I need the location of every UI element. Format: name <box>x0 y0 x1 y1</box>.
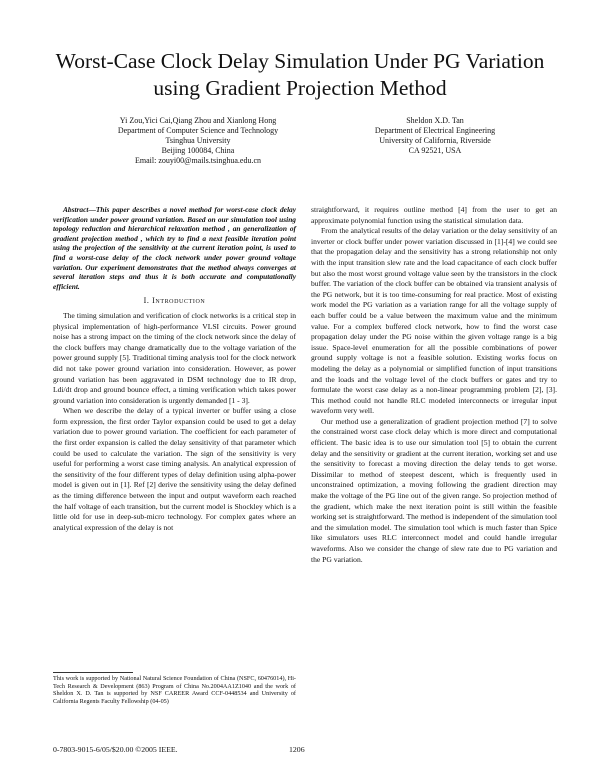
paper-title: Worst-Case Clock Delay Simulation Under PG Variation using Gradient Projection Method <box>55 49 545 100</box>
paragraph: Our method use a generalization of gradient projection method [7] to solve the constrained worst case clock delay which is more direct and computational efficient. The basic idea is to use our simulation tool [5] to obtain the current delay and the sensitivity or gradient at the current iteration, working set and use the sensitivity to forecast a moving direction the delay tends to get worse. Dissimilar to method of steepest descent, which is frequently used in unconstrained optimization, a moving following the gradient direction may make the voltage of the PG line out of the given range. So projection method of the gradient, which make the next iteration point is still within the feasible working set is straightforward. The method is independent of the simulation tool and the simulation model. The simulation tool which is much faster than Spice like simulators uses RLC interconnect model and could handle irregular waveforms. Also we consider the change of slew rate due to PG variation and the PG variation. <box>311 416 557 564</box>
abstract-text: —This paper describes a novel method for worst-case clock delay verification under power ground variation. Based on our simulation tool using topology reduction and hierarchical relaxation method , an generalization of gradient projection method , which try to find a next feasible iteration point using the projection of the sensitivity at the current iteration point, is used to find a worst-case delay of the clock network under power ground voltage variation. Our experiment demonstrates that the method always converges at several iteration steps and thus it is both accurate and computationally efficient. <box>53 205 296 291</box>
footnote: This work is supported by National Natural Science Foundation of China (NSFC, 60476014), Hi-Tech Research & Development (863) Program of China No.2004AA1Z1040 and the work of Sheldon X. D. Tan is supported by NSF CAREER Award CCF-0448534 and University of California Regents Faculty Fellowship (04-05) <box>53 675 296 705</box>
author-university: Tsinghua University <box>165 136 231 145</box>
page-number: 1206 <box>289 745 305 754</box>
abstract <box>53 205 296 291</box>
author-department: Department of Electrical Engineering <box>374 126 496 135</box>
author-block-right <box>350 116 520 156</box>
author-university: University of California, Riverside <box>379 136 491 145</box>
abstract-label: Abstract <box>63 205 89 214</box>
author-names: Sheldon X.D. Tan <box>406 116 464 125</box>
paragraph: straightforward, it requires outline method [4] from the user to get an approximate polynomial function using the statistical simulation data. <box>311 205 557 225</box>
paragraph: The timing simulation and verification of clock networks is a critical step in physical implementation of high-performance VLSI circuits. Power ground noise has a strong impact on the timing of the clock network since the delay of the clock buffers may change dramatically due to the voltage variation of the power ground supply [5]. Traditional timing analysis tool for the clock network did not take power ground variation into consideration. However, as power ground variation has been aggravated in DSM technology due to IR drop, Ldi/dt drop and ground bounce effect, a timing verification which takes power ground variation into consideration is urgently demanded [1 - 3]. <box>53 310 296 405</box>
right-column <box>311 205 557 565</box>
copyright-line: 0-7803-9015-6/05/$20.00 ©2005 IEEE. <box>53 745 178 754</box>
paragraph: When we describe the delay of a typical inverter or buffer using a close form expression, the first order Taylor expansion could be used to get a delay variation due to power ground variation. The coefficient for each parameter of the first order expansion is called the delay sensitivity of that parameter which could be used to calculate the variation. The sign of the sensitivity is very useful for performing a worst case timing analysis. An analytical expression of the sensitivity of the four different types of delay definition using alpha-power model is given out in [1]. Ref [2] derive the sensitivity using the delay defined as the timing difference between the input and output waveform each reached the half voltage of each transition, but the current model is Shockley which is a little old for use in deep-sub-micro technology. For complex gates where an analytical expression of the delay is not <box>53 406 296 532</box>
paragraph: From the analytical results of the delay variation or the delay sensitivity of an inverter or clock buffer under power variation discussed in [1]-[4] we could see that the propagation delay and the sensitivity has a strong relationship not only with the input transition slew rate and the load capacitance of each clock buffer but also the most worst ground voltage value seen by the transistors in the clock buffer. The variation of the clock buffer can be obtained via transient analysis of the PG network, but it is too time-consuming for real practice. Most of existing work model the PG variation as a variation range for all the voltage supply of each buffer could be a value between the maximum value and the minimum value. For a complex buffered clock network, how to find the worst case propagation delay under the PG noise within the given voltage range is a big issue. Space-level enumeration for all the possible combinations of power ground supply voltage is not a feasible solution. Existing works focus on modeling the delay as a polynomial or simplified function of input transitions and the loads and the voltage level of the clock buffers or gates and try to formulate the worst case delay as a non-linear programming problem [2], [3]. This method could not handle RLC modeled interconnects or irregular input waveform very well. <box>311 226 557 416</box>
footnote-divider <box>53 672 133 673</box>
author-email: Email: zouyi00@mails.tsinghua.edu.cn <box>134 156 261 165</box>
author-city: CA 92521, USA <box>408 146 462 155</box>
author-names: Yi Zou,Yici Cai,Qiang Zhou and Xianlong Hong <box>119 116 277 125</box>
author-block-left <box>78 116 318 166</box>
section-heading: I. Introduction <box>143 296 206 306</box>
author-city: Beijing 100084, China <box>161 146 235 155</box>
author-department: Department of Computer Science and Technology <box>117 126 279 135</box>
left-column <box>53 205 296 533</box>
